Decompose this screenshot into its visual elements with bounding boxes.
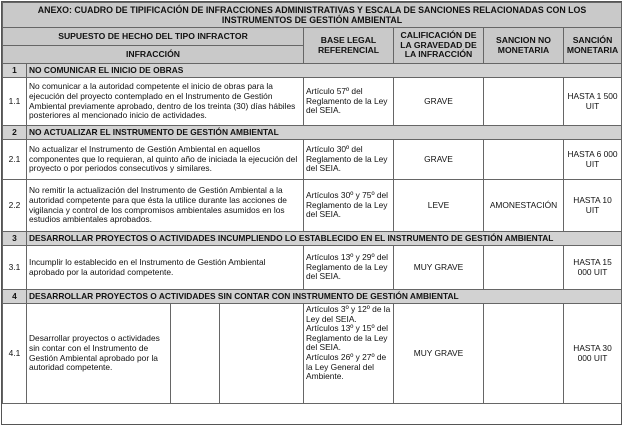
sancion-monetaria-value: HASTA 6 000 UIT [564, 140, 622, 180]
base-legal-text [304, 180, 394, 232]
sancion-monetaria-value: HASTA 30 000 UIT [564, 304, 622, 404]
row-number: 3.1 [3, 246, 27, 290]
section-number: 3 [3, 232, 27, 246]
base-legal-text [304, 140, 394, 180]
row-number: 4.1 [3, 304, 27, 404]
row-number: 1.1 [3, 78, 27, 126]
base-legal-text [304, 304, 394, 404]
infraccion-text: Incumplir lo establecido en el Instrumento de Gestión Ambiental aprobado por la autoridad competente. [27, 246, 304, 290]
header-calificacion: CALIFICACIÓN DE LA GRAVEDAD DE LA INFRACCIÓN [394, 28, 484, 64]
header-base-legal: BASE LEGAL REFERENCIAL [304, 28, 394, 64]
header-infraccion: INFRACCIÓN [3, 46, 304, 64]
section-number: 2 [3, 126, 27, 140]
sancion-no-monetaria-value [484, 78, 564, 126]
base-legal-text [304, 246, 394, 290]
section-title: DESARROLLAR PROYECTOS O ACTIVIDADES SIN CONTAR CON INSTRUMENTO DE GESTIÓN AMBIENTAL [27, 290, 622, 304]
base-legal-line: Artículo 57º del Reglamento de la Ley del SEIA. [306, 86, 388, 116]
infractions-table-sheet [1, 1, 622, 425]
sancion-monetaria-value: HASTA 15 000 UIT [564, 246, 622, 290]
sancion-monetaria-value: HASTA 10 UIT [564, 180, 622, 232]
base-legal-line: Artículos 30º y 75º del Reglamento de la Ley del SEIA. [306, 190, 388, 220]
base-legal-text [304, 78, 394, 126]
infractions-table [2, 2, 622, 404]
sancion-no-monetaria-value [484, 246, 564, 290]
calificacion-value: MUY GRAVE [394, 246, 484, 290]
calificacion-value: MUY GRAVE [394, 304, 484, 404]
header-sancion-no-monetaria: SANCION NO MONETARIA [484, 28, 564, 64]
header-supuesto: SUPUESTO DE HECHO DEL TIPO INFRACTOR [3, 28, 304, 46]
section-number: 1 [3, 64, 27, 78]
calificacion-value: GRAVE [394, 140, 484, 180]
sancion-no-monetaria-value: AMONESTACIÓN [484, 180, 564, 232]
infraccion-text: No remitir la actualización del Instrumento de Gestión Ambiental a la autoridad competente para que ésta la utilice durante las acciones de vigilancia y control de los compromisos ambientales asumidos en los estudios ambientales aprobados. [27, 180, 304, 232]
calificacion-value: LEVE [394, 180, 484, 232]
infraccion-text: No actualizar el Instrumento de Gestión Ambiental en aquellos componentes que lo requieran, al quinto año de iniciada la ejecución del proyecto o por periodos consecutivos y similares. [27, 140, 304, 180]
base-legal-line: Artículos 26º y 27º de la Ley General del Ambiente. [306, 351, 387, 382]
row-number: 2.2 [3, 180, 27, 232]
section-title: DESARROLLAR PROYECTOS O ACTIVIDADES INCUMPLIENDO LO ESTABLECIDO EN EL INSTRUMENTO DE GESTIÓN AMBIENTAL [27, 232, 622, 246]
empty-cell [171, 304, 220, 404]
base-legal-line: Artículos 3º y 12º de la Ley del SEIA. [306, 304, 391, 324]
sancion-monetaria-value: HASTA 1 500 UIT [564, 78, 622, 126]
base-legal-line: Artículos 13º y 29º del Reglamento de la Ley del SEIA. [306, 252, 388, 282]
base-legal-line: Artículo 30º del Reglamento de la Ley del SEIA. [306, 144, 388, 174]
row-number: 2.1 [3, 140, 27, 180]
section-title: NO COMUNICAR EL INICIO DE OBRAS [27, 64, 622, 78]
infraccion-text: Desarrollar proyectos o actividades sin contar con el Instrumento de Gestión Ambiental aprobado por la autoridad competente. [27, 304, 171, 404]
header-sancion-monetaria: SANCIÓN MONETARIA [564, 28, 622, 64]
infraccion-text: No comunicar a la autoridad competente el inicio de obras para la ejecución del proyecto contemplado en el Instrumento de Gestión Ambiental previamente aprobado, dentro de los treinta (30) días hábiles posteriores al mencionado inicio de actividades. [27, 78, 304, 126]
calificacion-value: GRAVE [394, 78, 484, 126]
sancion-no-monetaria-value [484, 140, 564, 180]
section-number: 4 [3, 290, 27, 304]
empty-cell [220, 304, 304, 404]
table-title: ANEXO: CUADRO DE TIPIFICACIÓN DE INFRACCIONES ADMINISTRATIVAS Y ESCALA DE SANCIONES RELACIONADAS CON LOS INSTRUMENTOS DE GESTIÓN AMBIENTAL [3, 3, 622, 28]
base-legal-line: Artículos 13º y 15º del Reglamento de la Ley del SEIA. [306, 323, 388, 353]
section-title: NO ACTUALIZAR EL INSTRUMENTO DE GESTIÓN AMBIENTAL [27, 126, 622, 140]
sancion-no-monetaria-value [484, 304, 564, 404]
